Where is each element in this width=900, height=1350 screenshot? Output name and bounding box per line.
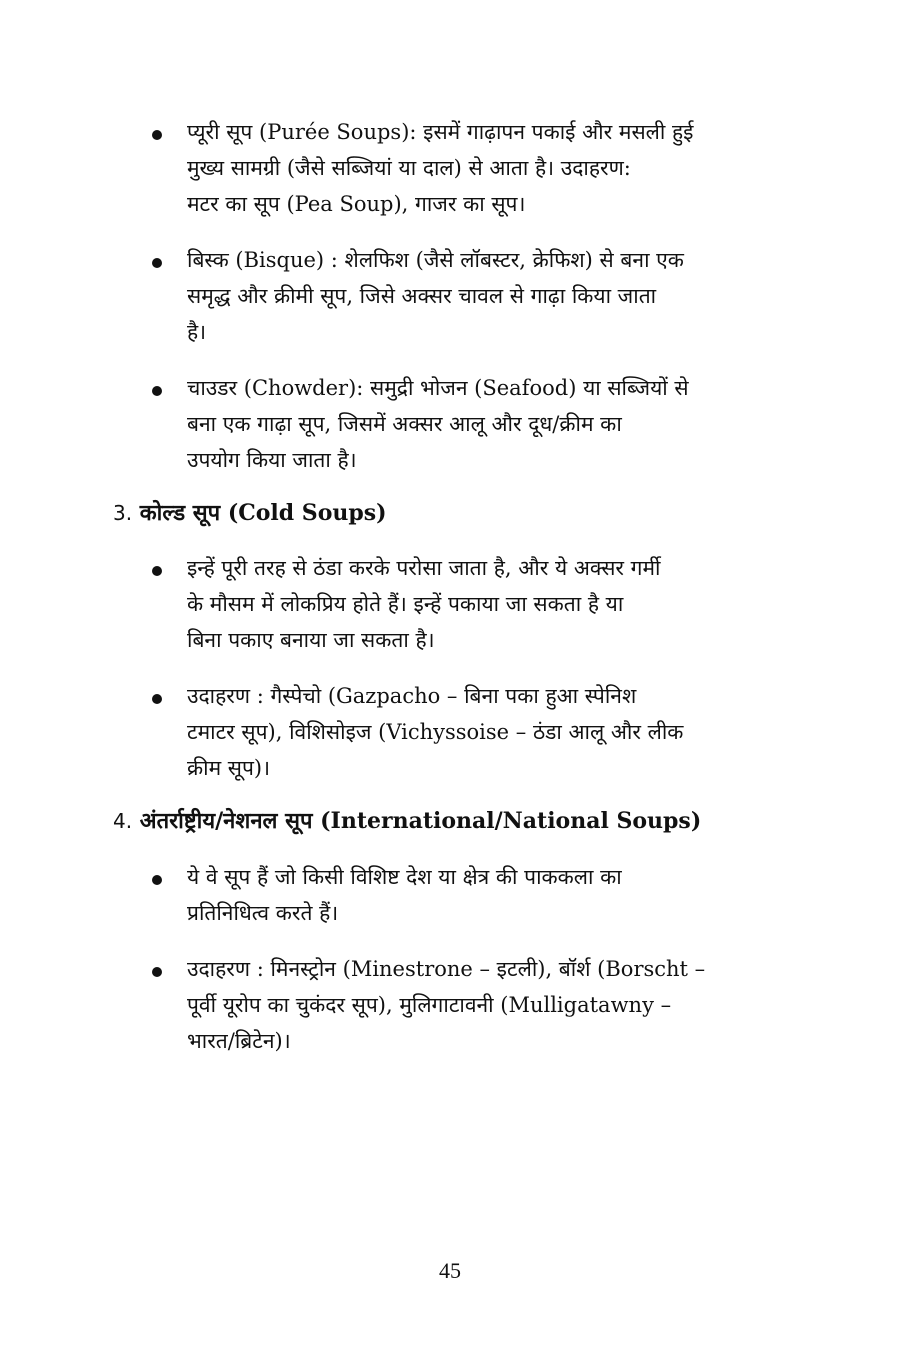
text-line: प्यूरी सूप (Purée Soups): इसमें गाढ़ापन पकाई और मसली हुई bbox=[187, 120, 694, 144]
bullet-icon bbox=[152, 566, 162, 576]
list-item-international-soups-description bbox=[187, 859, 787, 931]
list-item-chowder bbox=[187, 370, 787, 478]
text-line: पूर्वी यूरोप का चुकंदर सूप), मुलिगाटावनी (Mulligatawny – bbox=[187, 993, 672, 1017]
text-line: उपयोग किया जाता है। bbox=[187, 448, 357, 472]
bullet-icon bbox=[152, 386, 162, 396]
bullet-icon bbox=[152, 130, 162, 140]
text-line: चाउडर (Chowder): समुद्री भोजन (Seafood) या सब्जियों से bbox=[187, 376, 689, 400]
text-line: के मौसम में लोकप्रिय होते हैं। इन्हें पकाया जा सकता है या bbox=[187, 592, 624, 616]
text-line: उदाहरण : गैस्पेचो (Gazpacho – बिना पका हुआ स्पेनिश bbox=[187, 684, 637, 708]
section-number: 3. bbox=[113, 501, 133, 525]
text-line: समृद्ध और क्रीमी सूप, जिसे अक्सर चावल से गाढ़ा किया जाता bbox=[187, 284, 657, 308]
text-line: प्रतिनिधित्व करते हैं। bbox=[187, 901, 339, 925]
text-line: उदाहरण : मिनस्ट्रोन (Minestrone – इटली), बॉर्श (Borscht – bbox=[187, 957, 706, 981]
text-line: क्रीम सूप)। bbox=[187, 756, 271, 780]
list-item-international-soups-examples bbox=[187, 951, 787, 1059]
list-item-puree-soups bbox=[187, 114, 787, 222]
list-item-cold-soups-examples bbox=[187, 678, 787, 786]
text-line: इन्हें पूरी तरह से ठंडा करके परोसा जाता है, और ये अक्सर गर्मी bbox=[187, 556, 661, 580]
text-line: है। bbox=[187, 320, 207, 344]
text-line: बिना पकाए बनाया जा सकता है। bbox=[187, 628, 435, 652]
section-number: 4. bbox=[113, 809, 133, 833]
text-line: मुख्य सामग्री (जैसे सब्जियां या दाल) से आता है। उदाहरण: bbox=[187, 156, 631, 180]
text-line: बना एक गाढ़ा सूप, जिसमें अक्सर आलू और दूध/क्रीम का bbox=[187, 412, 622, 436]
bullet-icon bbox=[152, 967, 162, 977]
text-line: मटर का सूप (Pea Soup), गाजर का सूप। bbox=[187, 192, 526, 216]
section-heading-cold-soups bbox=[113, 498, 387, 528]
text-line: टमाटर सूप), विशिसोइज (Vichyssoise – ठंडा आलू और लीक bbox=[187, 720, 684, 744]
list-item-bisque bbox=[187, 242, 787, 350]
text-line: भारत/ब्रिटेन)। bbox=[187, 1029, 291, 1053]
section-heading-international-soups bbox=[113, 806, 701, 836]
bullet-icon bbox=[152, 258, 162, 268]
section-title: अंतर्राष्ट्रीय/नेशनल सूप (International/National Soups) bbox=[139, 808, 702, 834]
section-title: कोल्ड सूप (Cold Soups) bbox=[139, 500, 387, 526]
bullet-icon bbox=[152, 875, 162, 885]
page-number: 45 bbox=[439, 1258, 461, 1283]
list-item-cold-soups-description bbox=[187, 550, 787, 658]
text-line: बिस्क (Bisque) : शेलफिश (जैसे लॉबस्टर, क्रेफिश) से बना एक bbox=[187, 248, 684, 272]
bullet-icon bbox=[152, 694, 162, 704]
text-line: ये वे सूप हैं जो किसी विशिष्ट देश या क्षेत्र की पाककला का bbox=[187, 865, 622, 889]
